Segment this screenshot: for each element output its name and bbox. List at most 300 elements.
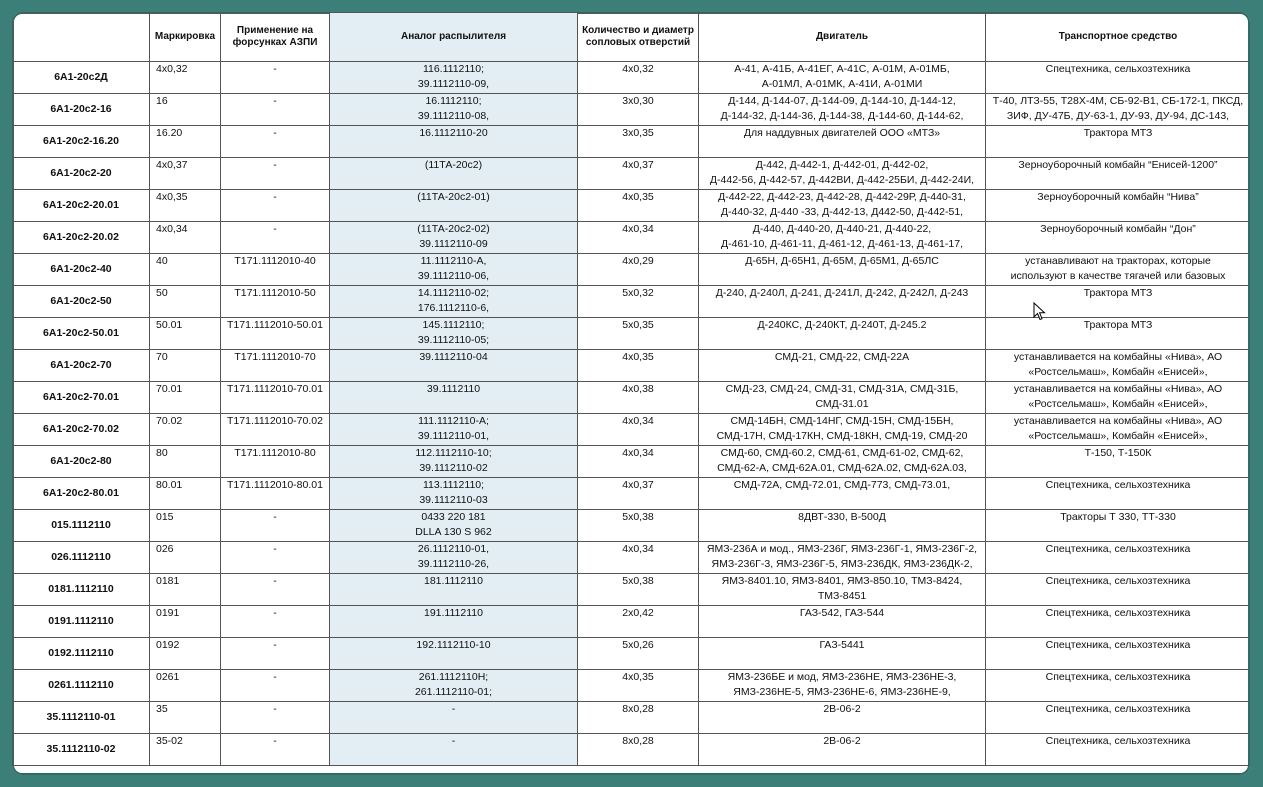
cell-engine-line xyxy=(701,269,983,284)
cell-vehicle-line: Спецтехника, сельхозтехника xyxy=(1045,63,1191,75)
cell-engine xyxy=(699,382,986,414)
cell-marking: 6А1-20с2-80.01 xyxy=(13,478,150,510)
cell-vehicle-line: Спецтехника, сельхозтехника xyxy=(1045,543,1191,555)
cell-application: - xyxy=(221,542,330,574)
table-row xyxy=(13,638,1251,670)
cell-engine xyxy=(699,478,986,510)
cell-application: Т171.1112010-50 xyxy=(221,286,330,318)
cell-analog xyxy=(330,542,578,574)
cell-analog-line xyxy=(332,621,575,636)
cell-engine-line xyxy=(701,717,983,732)
cell-vehicle-line: устанавливается на комбайны «Нива», АО xyxy=(1013,351,1223,363)
cell-marking: 0191.1112110 xyxy=(13,606,150,638)
cell-engine-line: ЯМЗ-236А и мод., ЯМЗ-236Г, ЯМЗ-236Г-1, ЯМЗ-236Г-2, xyxy=(706,543,978,555)
cell-code: 0261 xyxy=(150,670,221,702)
cell-vehicle-line: Т-150, Т-150К xyxy=(1084,447,1152,459)
cell-code: 0181 xyxy=(150,574,221,606)
cell-engine-line: Д-144-32, Д-144-36, Д-144-38, Д-144-60, Д-144-62, xyxy=(720,110,964,122)
cell-holes: 4х0,37 xyxy=(578,158,699,190)
cell-analog-line: 16.1112110; xyxy=(425,95,482,107)
cell-engine xyxy=(699,222,986,254)
cell-engine-line: СМД-62-А, СМД-62А.01, СМД-62А.02, СМД-62А.03, xyxy=(717,462,967,474)
cell-vehicle xyxy=(986,670,1251,702)
cell-holes: 3х0,30 xyxy=(578,94,699,126)
cell-marking: 6А1-20с2-20.01 xyxy=(13,190,150,222)
cell-analog-line: (11ТА-20с2) xyxy=(424,159,483,171)
table-row xyxy=(13,350,1251,382)
cell-analog-line: 39.1112110-04 xyxy=(419,351,488,363)
cell-application: - xyxy=(221,702,330,734)
cell-analog-line xyxy=(332,653,575,668)
cell-engine-line xyxy=(701,653,983,668)
cell-code: 0192 xyxy=(150,638,221,670)
cell-application: Т171.1112010-70.02 xyxy=(221,414,330,446)
cell-analog-line: 39.1112110-09, xyxy=(417,78,490,90)
cell-engine-line: ГАЗ-5441 xyxy=(819,639,865,651)
cell-vehicle-line xyxy=(988,301,1248,316)
cell-analog xyxy=(330,382,578,414)
cell-code: 40 xyxy=(150,254,221,286)
cell-analog-line: DLLA 130 S 962 xyxy=(415,526,492,538)
header-engine: Двигатель xyxy=(699,13,986,62)
cell-vehicle-line: используют в качестве тягачей или базовых xyxy=(1010,270,1226,282)
cell-engine-line: СМД-21, СМД-22, СМД-22А xyxy=(774,351,910,363)
cell-vehicle xyxy=(986,158,1251,190)
cell-analog-line: 39.1112110-06, xyxy=(417,270,490,282)
cell-vehicle-line xyxy=(988,461,1248,476)
cell-vehicle-line xyxy=(988,557,1248,572)
cell-application: Т171.1112010-70.01 xyxy=(221,382,330,414)
cell-marking: 6А1-20с2-80 xyxy=(13,446,150,478)
cell-code: 50 xyxy=(150,286,221,318)
cell-analog-line: 14.1112110-02; xyxy=(417,287,490,299)
cell-code: 70 xyxy=(150,350,221,382)
cell-engine-line: Для наддувных двигателей ООО «МТЗ» xyxy=(743,127,941,139)
header-analog: Аналог распылителя xyxy=(330,13,578,62)
table-row xyxy=(13,510,1251,542)
cell-analog-line: 39.1112110-09 xyxy=(419,238,488,250)
cell-vehicle xyxy=(986,350,1251,382)
cell-analog-line xyxy=(332,365,575,380)
cell-code: 80 xyxy=(150,446,221,478)
table-row xyxy=(13,158,1251,190)
cell-holes: 4х0,38 xyxy=(578,382,699,414)
cell-application: Т171.1112010-70 xyxy=(221,350,330,382)
cell-engine-line xyxy=(701,621,983,636)
cell-analog-line: (11ТА-20с2-02) xyxy=(417,223,490,235)
table-row xyxy=(13,574,1251,606)
cell-marking: 026.1112110 xyxy=(13,542,150,574)
cell-marking: 35.1112110-01 xyxy=(13,702,150,734)
table-row xyxy=(13,606,1251,638)
cell-holes: 3х0,35 xyxy=(578,126,699,158)
cell-engine-line: СМД-31.01 xyxy=(815,398,869,410)
cell-marking: 0181.1112110 xyxy=(13,574,150,606)
cell-vehicle xyxy=(986,510,1251,542)
cell-analog xyxy=(330,734,578,766)
cell-marking: 6А1-20с2-70.02 xyxy=(13,414,150,446)
cell-vehicle xyxy=(986,254,1251,286)
cell-engine-line xyxy=(701,525,983,540)
cell-holes: 5х0,38 xyxy=(578,510,699,542)
cell-analog-line: 39.1112110-05; xyxy=(417,334,490,346)
cell-code: 4х0,35 xyxy=(150,190,221,222)
cell-vehicle-line: Спецтехника, сельхозтехника xyxy=(1045,607,1191,619)
cell-vehicle-line xyxy=(988,77,1248,92)
cell-analog-line xyxy=(332,205,575,220)
cell-application: - xyxy=(221,734,330,766)
cell-engine xyxy=(699,702,986,734)
header-code: Маркировка xyxy=(150,13,221,62)
cell-application: - xyxy=(221,190,330,222)
cell-analog-line: 39.1112110-26, xyxy=(417,558,490,570)
cell-holes: 4х0,37 xyxy=(578,478,699,510)
cell-analog-line: 112.1112110-10; xyxy=(415,447,492,459)
cell-holes: 4х0,34 xyxy=(578,542,699,574)
cell-vehicle xyxy=(986,318,1251,350)
cell-vehicle-line xyxy=(988,493,1248,508)
header-marking xyxy=(13,13,150,62)
cell-application: - xyxy=(221,670,330,702)
injector-table xyxy=(12,12,1250,766)
cell-vehicle-line: Трактора МТЗ xyxy=(1083,127,1153,139)
cell-code: 35 xyxy=(150,702,221,734)
cell-holes: 4х0,29 xyxy=(578,254,699,286)
cell-code: 015 xyxy=(150,510,221,542)
cell-analog-line: 0433 220 181 xyxy=(421,511,486,523)
cell-marking: 6А1-20с2-20.02 xyxy=(13,222,150,254)
cell-vehicle-line xyxy=(988,653,1248,668)
cell-analog-line: 181.1112110 xyxy=(424,575,483,587)
cell-engine xyxy=(699,446,986,478)
cell-engine-line: ТМЗ-8451 xyxy=(817,590,867,602)
cell-analog xyxy=(330,478,578,510)
cell-application: - xyxy=(221,222,330,254)
cell-vehicle-line: Трактора МТЗ xyxy=(1083,319,1153,331)
cell-engine-line: СМД-23, СМД-24, СМД-31, СМД-31А, СМД-31Б, xyxy=(725,383,959,395)
cell-engine-line: Д-65Н, Д-65Н1, Д-65М, Д-65М1, Д-65ЛС xyxy=(745,255,939,267)
cell-vehicle xyxy=(986,414,1251,446)
table-row xyxy=(13,126,1251,158)
cell-analog xyxy=(330,638,578,670)
cell-vehicle-line: ЗИФ, ДУ-47Б, ДУ-63-1, ДУ-93, ДУ-94, ДС-143, xyxy=(1006,110,1230,122)
cell-analog xyxy=(330,222,578,254)
cell-vehicle-line xyxy=(988,621,1248,636)
cell-marking: 6А1-20с2Д xyxy=(13,62,150,94)
cell-analog xyxy=(330,702,578,734)
cell-application: - xyxy=(221,638,330,670)
cell-vehicle-line: «Ростсельмаш», Комбайн «Енисей», xyxy=(1028,430,1208,442)
header-row xyxy=(13,13,1251,62)
cell-vehicle-line: Спецтехника, сельхозтехника xyxy=(1045,479,1191,491)
cell-engine-line: СМД-72А, СМД-72.01, СМД-773, СМД-73.01, xyxy=(733,479,951,491)
cell-engine xyxy=(699,350,986,382)
cell-analog-line xyxy=(332,717,575,732)
table-row xyxy=(13,542,1251,574)
cell-vehicle xyxy=(986,222,1251,254)
cell-vehicle-line: устанавливают на тракторах, которые xyxy=(1025,255,1211,267)
cell-application: - xyxy=(221,510,330,542)
cell-engine xyxy=(699,94,986,126)
cell-analog-line xyxy=(332,749,575,764)
cell-analog xyxy=(330,286,578,318)
cell-analog-line: 191.1112110 xyxy=(424,607,483,619)
cell-application: - xyxy=(221,574,330,606)
cell-vehicle-line: Спецтехника, сельхозтехника xyxy=(1045,703,1191,715)
cell-engine-line xyxy=(701,333,983,348)
cell-engine-line: СМД-60, СМД-60.2, СМД-61, СМД-61-02, СМД-62, xyxy=(720,447,964,459)
cell-engine-line: ЯМЗ-8401.10, ЯМЗ-8401, ЯМЗ-850.10, ТМЗ-8424, xyxy=(721,575,963,587)
cell-holes: 5х0,38 xyxy=(578,574,699,606)
table-row xyxy=(13,734,1251,766)
cell-application: - xyxy=(221,62,330,94)
cell-marking: 6А1-20с2-16 xyxy=(13,94,150,126)
table-row xyxy=(13,222,1251,254)
cell-engine-line: ЯМЗ-236БЕ и мод, ЯМЗ-236НЕ, ЯМЗ-236НЕ-3, xyxy=(727,671,957,683)
cell-vehicle-line: устанавливается на комбайны «Нива», АО xyxy=(1013,415,1223,427)
cell-engine-line xyxy=(701,141,983,156)
table-row xyxy=(13,478,1251,510)
cell-engine xyxy=(699,510,986,542)
cell-code: 026 xyxy=(150,542,221,574)
cell-engine-line xyxy=(701,365,983,380)
cell-vehicle xyxy=(986,478,1251,510)
cell-engine-line xyxy=(701,493,983,508)
cell-holes: 4х0,32 xyxy=(578,62,699,94)
cell-engine-line: СМД-17Н, СМД-17КН, СМД-18КН, СМД-19, СМД-20 xyxy=(716,430,968,442)
cell-engine xyxy=(699,62,986,94)
table-row xyxy=(13,446,1251,478)
cell-analog xyxy=(330,126,578,158)
cell-vehicle xyxy=(986,190,1251,222)
cell-engine-line: 2В-06-2 xyxy=(823,703,861,715)
cell-vehicle xyxy=(986,286,1251,318)
cell-engine xyxy=(699,286,986,318)
cell-analog-line: 39.1112110-03 xyxy=(419,494,488,506)
cell-marking: 6А1-20с2-50.01 xyxy=(13,318,150,350)
cell-analog-line: 16.1112110-20 xyxy=(419,127,488,139)
cell-vehicle-line: Спецтехника, сельхозтехника xyxy=(1045,671,1191,683)
cell-analog-line: 261.1112110Н; xyxy=(418,671,489,683)
cell-application: Т171.1112010-80 xyxy=(221,446,330,478)
cell-analog-line xyxy=(332,397,575,412)
cell-analog-line: 192.1112110-10 xyxy=(416,639,491,651)
cell-code: 50.01 xyxy=(150,318,221,350)
cell-analog-line: 145.1112110; xyxy=(422,319,485,331)
table-row xyxy=(13,670,1251,702)
cell-engine xyxy=(699,638,986,670)
cell-analog-line: 11.1112110-А, xyxy=(420,255,487,267)
cell-vehicle-line xyxy=(988,173,1248,188)
cell-vehicle-line xyxy=(988,237,1248,252)
cell-code: 80.01 xyxy=(150,478,221,510)
cell-engine-line: Д-461-10, Д-461-11, Д-461-12, Д-461-13, Д-461-17, xyxy=(721,238,963,250)
cell-analog-line: - xyxy=(451,735,456,747)
cell-vehicle-line: «Ростсельмаш», Комбайн «Енисей», xyxy=(1028,366,1208,378)
cell-analog-line xyxy=(332,173,575,188)
cell-vehicle xyxy=(986,446,1251,478)
cell-engine-line: 8ДВТ-330, В-500Д xyxy=(798,511,886,523)
cell-vehicle-line xyxy=(988,685,1248,700)
cell-vehicle-line xyxy=(988,589,1248,604)
cell-holes: 4х0,34 xyxy=(578,414,699,446)
cell-engine xyxy=(699,670,986,702)
cell-engine-line: А-41, А-41Б, А-41ЕГ, А-41С, А-01М, А-01МБ, xyxy=(734,63,950,75)
cell-engine-line: Д-442-56, Д-442-57, Д-442ВИ, Д-442-25БИ, Д-442-24И, xyxy=(709,174,975,186)
cell-analog-line: 176.1112110-6, xyxy=(417,302,490,314)
cell-marking: 6А1-20с2-70.01 xyxy=(13,382,150,414)
header-vehicle: Транспортное средство xyxy=(986,13,1251,62)
cell-engine-line xyxy=(701,749,983,764)
cell-engine xyxy=(699,126,986,158)
cell-code: 70.01 xyxy=(150,382,221,414)
cell-engine-line: 2В-06-2 xyxy=(823,735,861,747)
cell-analog-line: (11ТА-20с2-01) xyxy=(417,191,490,203)
cell-marking: 6А1-20с2-16.20 xyxy=(13,126,150,158)
cell-marking: 015.1112110 xyxy=(13,510,150,542)
cell-vehicle-line: Спецтехника, сельхозтехника xyxy=(1045,575,1191,587)
cell-holes: 2х0,42 xyxy=(578,606,699,638)
cell-analog xyxy=(330,190,578,222)
cell-vehicle xyxy=(986,382,1251,414)
cell-marking: 0192.1112110 xyxy=(13,638,150,670)
table-row xyxy=(13,702,1251,734)
cell-vehicle-line xyxy=(988,205,1248,220)
cell-application: - xyxy=(221,606,330,638)
cell-analog-line: - xyxy=(451,703,456,715)
cell-marking: 6А1-20с2-50 xyxy=(13,286,150,318)
cell-code: 70.02 xyxy=(150,414,221,446)
cell-engine-line: Д-440-32, Д-440 -33, Д-442-13, Д442-50, Д-442-51, xyxy=(720,206,964,218)
cell-analog xyxy=(330,670,578,702)
cell-vehicle-line: Зерноуборочный комбайн “Енисей-1200” xyxy=(1018,159,1218,171)
cell-analog xyxy=(330,318,578,350)
cell-analog-line: 39.1112110-08, xyxy=(417,110,490,122)
cell-vehicle-line: Спецтехника, сельхозтехника xyxy=(1045,639,1191,651)
cell-vehicle-line xyxy=(988,141,1248,156)
cell-marking: 6А1-20с2-40 xyxy=(13,254,150,286)
cell-holes: 5х0,26 xyxy=(578,638,699,670)
cell-analog-line xyxy=(332,589,575,604)
cell-analog-line: 261.1112110-01; xyxy=(414,686,493,698)
cell-holes: 4х0,34 xyxy=(578,446,699,478)
cell-holes: 5х0,35 xyxy=(578,318,699,350)
cell-application: - xyxy=(221,126,330,158)
cell-analog xyxy=(330,254,578,286)
header-application: Применение на форсунках АЗПИ xyxy=(221,13,330,62)
cell-vehicle-line: устанавливается на комбайны «Нива», АО xyxy=(1013,383,1223,395)
table-row xyxy=(13,190,1251,222)
cell-vehicle-line xyxy=(988,525,1248,540)
cell-marking: 35.1112110-02 xyxy=(13,734,150,766)
cell-vehicle xyxy=(986,94,1251,126)
cell-code: 16.20 xyxy=(150,126,221,158)
table-row xyxy=(13,414,1251,446)
cell-engine xyxy=(699,606,986,638)
cell-engine xyxy=(699,254,986,286)
cell-vehicle xyxy=(986,126,1251,158)
table-row xyxy=(13,254,1251,286)
cell-vehicle-line: Т-40, ЛТЗ-55, Т28Х-4М, СБ-92-В1, СБ-172-1, ПКСД, xyxy=(992,95,1244,107)
cell-engine xyxy=(699,158,986,190)
cell-engine-line: Д-144, Д-144-07, Д-144-09, Д-144-10, Д-144-12, xyxy=(728,95,956,107)
cell-application: Т171.1112010-50.01 xyxy=(221,318,330,350)
table-row xyxy=(13,62,1251,94)
cell-application: Т171.1112010-80.01 xyxy=(221,478,330,510)
header-holes: Количество и диаметр сопловых отверстий xyxy=(578,13,699,62)
cell-analog-line: 39.1112110-01, xyxy=(417,430,490,442)
cell-analog xyxy=(330,414,578,446)
cell-analog-line: 39.1112110-02 xyxy=(419,462,488,474)
table-row xyxy=(13,94,1251,126)
cell-engine xyxy=(699,734,986,766)
cell-engine-line xyxy=(701,301,983,316)
cell-application: - xyxy=(221,158,330,190)
cell-engine-line: Д-442-22, Д-442-23, Д-442-28, Д-442-29Р, Д-440-31, xyxy=(718,191,966,203)
cell-vehicle xyxy=(986,574,1251,606)
cell-engine-line: ЯМЗ-236НЕ-5, ЯМЗ-236НЕ-6, ЯМЗ-236НЕ-9, xyxy=(733,686,951,698)
cell-analog xyxy=(330,94,578,126)
cell-analog xyxy=(330,606,578,638)
cell-engine xyxy=(699,542,986,574)
cell-engine-line: ГАЗ-542, ГАЗ-544 xyxy=(799,607,885,619)
cell-marking: 0261.1112110 xyxy=(13,670,150,702)
cell-marking: 6А1-20с2-70 xyxy=(13,350,150,382)
cell-analog-line xyxy=(332,141,575,156)
cell-vehicle-line: Зерноуборочный комбайн “Дон” xyxy=(1040,223,1196,235)
cell-analog xyxy=(330,446,578,478)
cell-application: - xyxy=(221,94,330,126)
cell-vehicle xyxy=(986,62,1251,94)
cell-analog xyxy=(330,510,578,542)
cell-analog-line: 111.1112110-А; xyxy=(418,415,489,427)
cell-holes: 4х0,35 xyxy=(578,670,699,702)
cell-engine-line: СМД-14БН, СМД-14НГ, СМД-15Н, СМД-15БН, xyxy=(730,415,954,427)
cell-engine-line: Д-442, Д-442-1, Д-442-01, Д-442-02, xyxy=(755,159,929,171)
table-frame xyxy=(12,12,1250,775)
cell-analog xyxy=(330,574,578,606)
mouse-cursor-icon xyxy=(1033,302,1047,322)
cell-analog-line: 113.1112110; xyxy=(422,479,485,491)
cell-vehicle-line: Спецтехника, сельхозтехника xyxy=(1045,735,1191,747)
cell-code: 0191 xyxy=(150,606,221,638)
cell-holes: 4х0,34 xyxy=(578,222,699,254)
cell-analog-line: 116.1112110; xyxy=(422,63,485,75)
cell-holes: 4х0,35 xyxy=(578,190,699,222)
table-row xyxy=(13,318,1251,350)
cell-engine xyxy=(699,574,986,606)
cell-analog-line: 26.1112110-01, xyxy=(417,543,490,555)
cell-vehicle-line: Тракторы Т 330, ТТ-330 xyxy=(1060,511,1176,523)
cell-holes: 8х0,28 xyxy=(578,702,699,734)
cell-engine-line: Д-240, Д-240Л, Д-241, Д-241Л, Д-242, Д-242Л, Д-243 xyxy=(715,287,969,299)
cell-vehicle-line: Трактора МТЗ xyxy=(1083,287,1153,299)
cell-code: 4х0,32 xyxy=(150,62,221,94)
cell-vehicle xyxy=(986,734,1251,766)
cell-vehicle xyxy=(986,542,1251,574)
cell-engine xyxy=(699,318,986,350)
cell-code: 35-02 xyxy=(150,734,221,766)
cell-code: 16 xyxy=(150,94,221,126)
cell-engine-line: Д-240КС, Д-240КТ, Д-240Т, Д-245.2 xyxy=(757,319,927,331)
cell-marking: 6А1-20с2-20 xyxy=(13,158,150,190)
cell-vehicle-line: Зерноуборочный комбайн “Нива” xyxy=(1037,191,1199,203)
cell-vehicle-line: «Ростсельмаш», Комбайн «Енисей», xyxy=(1028,398,1208,410)
cell-holes: 4х0,35 xyxy=(578,350,699,382)
cell-engine xyxy=(699,190,986,222)
cell-engine-line: ЯМЗ-236Г-3, ЯМЗ-236Г-5, ЯМЗ-236ДК, ЯМЗ-236ДК-2, xyxy=(711,558,973,570)
cell-analog xyxy=(330,350,578,382)
